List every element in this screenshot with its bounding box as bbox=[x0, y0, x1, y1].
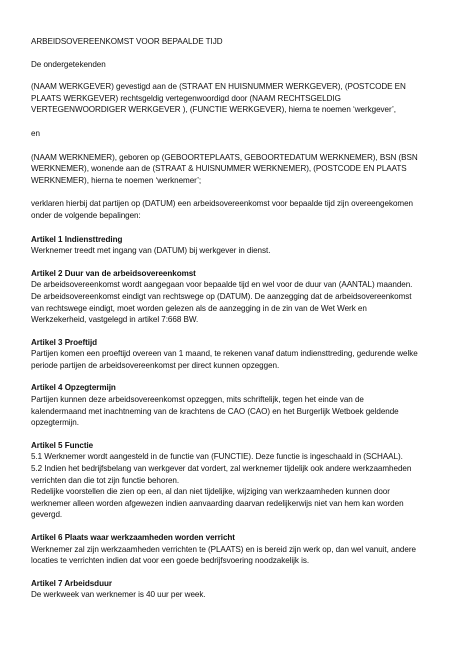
article-text: De arbeidsovereenkomst wordt aangegaan voor bepaalde tijd en wel voor de duur van (AANTAL) maanden. De arbeidsovereenkomst eindigt van rechtswege op (DATUM). De aanzegging dat de arbeidsovereenkomst van rechtswege eindigt, moet worden gelezen als de aanzegging in de zin van de Wet Werk en Werkzekerheid, vastgelegd in artikel 7:668 BW. bbox=[31, 280, 413, 325]
party-employer: (NAAM WERKGEVER) gevestigd aan de (STRAAT EN HUISNUMMER WERKGEVER), (POSTCODE EN PLAATS WERKGEVER) rechtsgeldig vertegenwoordigd door (NAAM RECHTSGELDIG VERTEGENWOORDIGER WERKGEVER ), (FUNCTIE WERKGEVER), hierna te noemen ‘werkgever’, bbox=[31, 82, 406, 115]
article-text: De werkweek van werknemer is 40 uur per week. bbox=[31, 590, 206, 600]
party-employee: (NAAM WERKNEMER), geboren op (GEBOORTEPLAATS, GEBOORTEDATUM WERKNEMER), BSN (BSN WERKNEMER), wonende aan de (STRAAT & HUISNUMMER WERKNEMER), (POSTCODE EN PLAATS WERKNEMER), hierna te noemen ‘werknemer’; bbox=[31, 152, 418, 185]
article-text: Werknemer zal zijn werkzaamheden verrichten te (PLAATS) en is bereid zijn werk op, dan wel vanuit, andere locaties te verrichten indien dat voor een goede bedrijfsvoering noodzakelijk is. bbox=[31, 544, 416, 566]
article-heading: Artikel 3 Proeftijd bbox=[31, 337, 98, 347]
article-heading: Artikel 6 Plaats waar werkzaamheden worden verricht bbox=[31, 533, 235, 542]
article-4 bbox=[31, 382, 420, 428]
intro-text: De ondergetekenden bbox=[31, 59, 106, 69]
article-2 bbox=[31, 268, 420, 326]
article-3 bbox=[31, 337, 420, 372]
article-heading: Artikel 5 Functie bbox=[31, 440, 94, 450]
article-text: 5.1 Werknemer wordt aangesteld in de functie van (FUNCTIE). Deze functie is ingeschaald in (SCHAAL). bbox=[31, 452, 403, 462]
article-heading: Artikel 1 Indiensttreding bbox=[31, 234, 123, 244]
article-5 bbox=[31, 440, 420, 521]
article-1 bbox=[31, 234, 420, 257]
article-text: Werknemer treedt met ingang van (DATUM) bij werkgever in dienst. bbox=[31, 246, 271, 256]
article-7 bbox=[31, 578, 420, 601]
conjunction-text: en bbox=[31, 128, 40, 138]
article-6 bbox=[31, 532, 420, 567]
declaration-text: verklaren hierbij dat partijen op (DATUM) een arbeidsovereenkomst voor bepaalde tijd zijn overeengekomen onder de volgende bepalingen: bbox=[31, 199, 414, 220]
document-title: ARBEIDSOVEREENKOMST VOOR BEPAALDE TIJD bbox=[31, 37, 223, 46]
article-text: Partijen komen een proeftijd overeen van 1 maand, te rekenen vanaf datum indiensttreding, gedurende welke periode partijen de arbeidsovereenkomst per direct kunnen opzeggen. bbox=[31, 349, 418, 370]
article-heading: Artikel 4 Opzegtermijn bbox=[31, 383, 116, 393]
article-text: 5.2 Indien het bedrijfsbelang van werkgever dat vordert, zal werknemer tijdelijk ook andere werkzaamheden verrichten dan die tot zijn functie behoren. bbox=[31, 464, 412, 485]
article-heading: Artikel 7 Arbeidsduur bbox=[31, 578, 112, 588]
article-heading: Artikel 2 Duur van de arbeidsovereenkomst bbox=[31, 268, 196, 278]
article-text: Partijen kunnen deze arbeidsovereenkomst opzeggen, mits schriftelijk, tegen het einde van de kalendermaand met inachtneming van de krachtens de CAO (CAO) en het Burgerlijk Wetboek geldende opzegtermijn. bbox=[31, 395, 399, 428]
article-text: Redelijke voorstellen die zien op een, al dan niet tijdelijke, wijziging van werkzaamheden kunnen door werknemer alleen worden afgewezen indien aanvaarding daarvan redelijkerwijs niet van hem kan worden gevergd. bbox=[31, 487, 404, 520]
